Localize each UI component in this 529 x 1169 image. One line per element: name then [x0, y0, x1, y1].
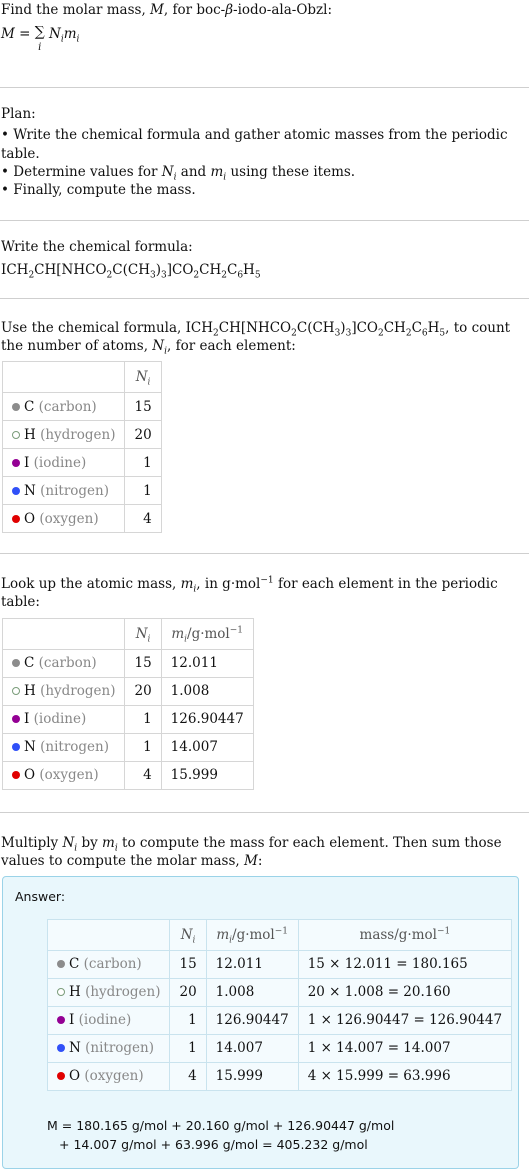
molar-mass-result [47, 1117, 506, 1155]
table-row: H (hydrogen) 20 1.008 20 × 1.008 = 20.160 [48, 978, 512, 1006]
total-line-2: + 14.007 g/mol + 63.996 g/mol = 405.232 g/mol [59, 1136, 368, 1152]
formula-title: Write the chemical formula: [1, 239, 193, 256]
chemical-formula: $ICH_2CH[NHCO_2C(CH_3)_3]CO_2CH_2C_6H_5$ [1, 261, 261, 281]
nitrogen-dot-icon [57, 1044, 65, 1052]
intro-text: Find the molar mass, M, for boc-β-iodo-ala-Obzl: [1, 2, 333, 18]
table-row: I (iodine) 1 126.90447 [3, 705, 254, 733]
table-row: O (oxygen) 4 [3, 505, 162, 533]
carbon-dot-icon [12, 659, 20, 667]
hydrogen-dot-icon [12, 431, 20, 439]
iodine-dot-icon [12, 715, 20, 723]
mass-section [0, 554, 529, 789]
table-row: C (carbon) 15 12.011 15 × 12.011 = 180.165 [48, 950, 512, 978]
atom-count-table [2, 361, 162, 533]
plan-item: • Write the chemical formula and gather atomic masses from the periodic table. [1, 127, 508, 162]
hydrogen-dot-icon [57, 988, 65, 996]
oxygen-dot-icon [12, 771, 20, 779]
iodine-dot-icon [12, 459, 20, 467]
answer-box [2, 876, 519, 1169]
mass-text: Look up the atomic mass, $m_i$, in g·mol$^{-1}$ for each element in the periodic table: [1, 575, 498, 611]
table-row: N (nitrogen) 1 14.007 1 × 14.007 = 14.007 [48, 1034, 512, 1062]
answer-label: Answer: [15, 889, 66, 905]
molar-mass-equation: M = ∑ i $N_im_i$ [1, 24, 80, 53]
table-row: N (nitrogen) 1 [3, 477, 162, 505]
formula-section [0, 221, 529, 281]
table-row: H (hydrogen) 20 1.008 [3, 677, 254, 705]
atomic-mass-table: $N_i$ $m_i/g\cdot mol^{-1}$ C (carbon) 15 12.011 H (hydrogen) 20 1.008 I (iodine) 1 126.90447 N (nitrogen) 1 14.007 O (oxygen) 4 15.999 [2, 618, 254, 790]
table-row: O (oxygen) 4 15.999 4 × 15.999 = 63.996 [48, 1062, 512, 1090]
iodine-dot-icon [57, 1016, 65, 1024]
table-row: H (hydrogen) 20 [3, 421, 162, 449]
table-row: I (iodine) 1 [3, 449, 162, 477]
table-row: O (oxygen) 4 15.999 [3, 761, 254, 789]
table-row: C (carbon) 15 [3, 393, 162, 421]
count-section [0, 299, 529, 533]
oxygen-dot-icon [57, 1072, 65, 1080]
multiply-text: Multiply $N_i$ by $m_i$ to compute the mass for each element. Then sum those values to compute the molar mass, M: [1, 834, 502, 869]
total-line-1: M = 180.165 g/mol + 20.160 g/mol + 126.90447 g/mol [47, 1117, 395, 1133]
carbon-dot-icon [57, 960, 65, 968]
carbon-dot-icon [12, 403, 20, 411]
count-text: Use the chemical formula, $ICH_2CH[NHCO_2C(CH_3)_3]CO_2CH_2C_6H_5$, to count the number of atoms, $N_i$, for each element: [1, 319, 511, 357]
multiply-section [0, 813, 529, 1169]
table-row: C (carbon) 15 12.011 [3, 649, 254, 677]
header-ni: $N_i$ [125, 362, 161, 393]
nitrogen-dot-icon [12, 743, 20, 751]
plan-item: • Finally, compute the mass. [1, 182, 196, 199]
nitrogen-dot-icon [12, 487, 20, 495]
intro-section [0, 0, 529, 65]
hydrogen-dot-icon [12, 687, 20, 695]
plan-item: • Determine values for $N_i$ and $m_i$ using these items. [1, 163, 356, 183]
table-row: N (nitrogen) 1 14.007 [3, 733, 254, 761]
plan-section [0, 88, 529, 199]
table-row: I (iodine) 1 126.90447 1 × 126.90447 = 126.90447 [48, 1006, 512, 1034]
plan-title: Plan: [1, 106, 36, 123]
oxygen-dot-icon [12, 515, 20, 523]
mass-result-table: $N_i$ $m_i/g\cdot mol^{-1}$ mass/g·mol$^{-1}$ C (carbon) 15 12.011 15 × 12.011 = 180.165 H (hydrogen) 20 1.008 20 × 1.008 = 20.160 I (iodine) 1 126.90447 1 × 126.90447 = 126.90447 N (nitrogen) 1 14.007 1 × 14.007 = 14.007 O (oxygen) 4 15.999 4 × 15.999 = 63.996 [47, 919, 512, 1091]
